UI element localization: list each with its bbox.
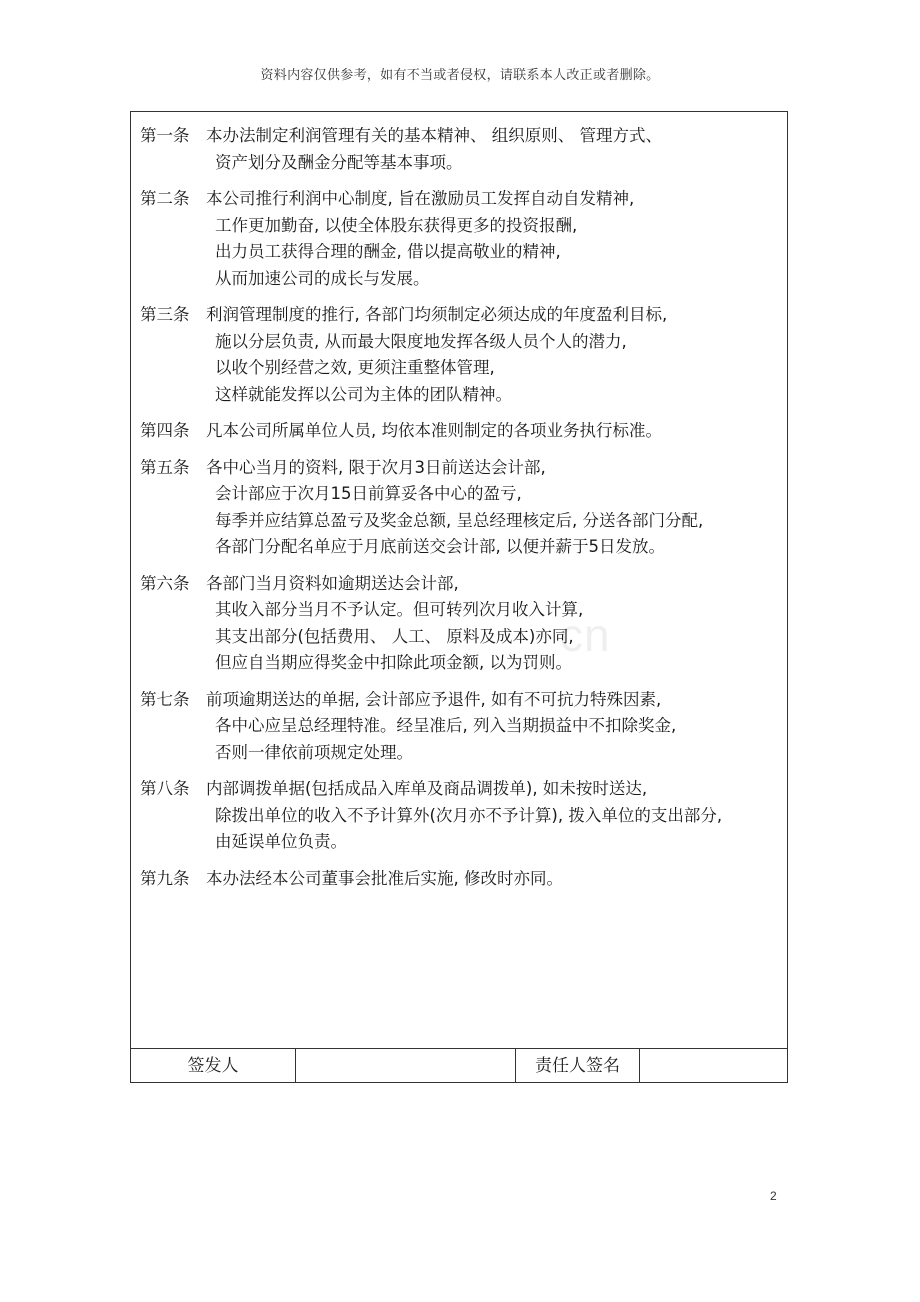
article-first-line xyxy=(140,866,787,893)
watermark: cn xyxy=(560,609,611,661)
responsible-person-signature-field[interactable] xyxy=(640,1049,787,1083)
article-number: 第五条 xyxy=(140,457,190,477)
article-continuation-line: 从而加速公司的成长与发展。 xyxy=(215,268,430,288)
articles-section xyxy=(131,112,787,1048)
article-first-line xyxy=(140,455,787,482)
article-number: 第七条 xyxy=(140,689,190,709)
article-text: 各部门当月资料如逾期送达会计部, xyxy=(206,573,459,593)
article-text: 凡本公司所属单位人员, 均依本准则制定的各项业务执行标准。 xyxy=(206,421,662,440)
responsible-person-label: 责任人签名 xyxy=(516,1049,640,1083)
article-first-line xyxy=(140,302,787,329)
article-continuation-line: 会计部应于次月15日前算妥各中心的盈亏, xyxy=(215,484,522,503)
article-continuation-line: 其收入部分当月不予认定。但可转列次月收入计算, xyxy=(215,600,584,619)
article-9 xyxy=(140,866,787,893)
article-7 xyxy=(140,687,787,767)
article-first-line xyxy=(140,687,787,714)
article-text: 内部调拨单据(包括成品入库单及商品调拨单), 如未按时送达, xyxy=(206,779,648,798)
article-continuation-line: 除拨出单位的收入不予计算外(次月亦不予计算), 拨入单位的支出部分, xyxy=(215,805,723,825)
article-number: 第八条 xyxy=(140,779,190,798)
article-continuation-line: 但应自当期应得奖金中扣除此项金额, 以为罚则。 xyxy=(215,653,572,672)
article-continuation-line: 各部门分配名单应于月底前送交会计部, 以便并薪于5日发放。 xyxy=(215,537,665,556)
article-text: 本办法制定利润管理有关的基本精神、 组织原则、 管理方式、 xyxy=(206,126,662,145)
article-2 xyxy=(140,186,787,292)
article-continuation-line: 工作更加勤奋, 以使全体股东获得更多的投资报酬, xyxy=(215,215,578,235)
article-continuation-line: 出力员工获得合理的酬金, 借以提高敬业的精神, xyxy=(215,242,561,261)
article-first-line xyxy=(140,123,787,150)
article-number: 第三条 xyxy=(140,305,190,324)
article-first-line xyxy=(140,571,787,598)
article-text: 前项逾期送达的单据, 会计部应予退件, 如有不可抗力特殊因素, xyxy=(206,689,662,709)
article-continuation-line: 以收个别经营之效, 更须注重整体管理, xyxy=(215,358,495,377)
article-text: 各中心当月的资料, 限于次月3日前送达会计部, xyxy=(206,457,546,477)
article-continuation-line: 施以分层负责, 从而最大限度地发挥各级人员个人的潜力, xyxy=(215,331,627,351)
article-first-line xyxy=(140,776,787,803)
issuer-signature-field[interactable] xyxy=(296,1049,516,1083)
article-1 xyxy=(140,123,787,176)
article-continuation-line: 每季并应结算总盈亏及奖金总额, 呈总经理核定后, 分送各部门分配, xyxy=(215,510,704,530)
article-4 xyxy=(140,418,787,445)
article-5 xyxy=(140,455,787,561)
article-number: 第九条 xyxy=(140,868,190,888)
article-number: 第一条 xyxy=(140,126,190,145)
page-number: 2 xyxy=(770,1189,777,1203)
article-8 xyxy=(140,776,787,856)
article-number: 第二条 xyxy=(140,189,190,208)
article-3 xyxy=(140,302,787,408)
article-text: 本办法经本公司董事会批准后实施, 修改时亦同。 xyxy=(206,868,563,888)
document-frame xyxy=(130,111,788,1083)
article-number: 第六条 xyxy=(140,573,190,593)
article-6 xyxy=(140,571,787,677)
article-first-line xyxy=(140,186,787,213)
signature-row xyxy=(131,1048,787,1083)
article-continuation-line: 其支出部分(包括费用、 人工、 原料及成本)亦同, xyxy=(215,626,574,646)
article-continuation-line: 否则一律依前项规定处理。 xyxy=(215,742,413,762)
header-disclaimer: 资料内容仅供参考，如有不当或者侵权，请联系本人改正或者删除。 xyxy=(260,68,660,83)
article-number: 第四条 xyxy=(140,421,190,440)
article-text: 本公司推行利润中心制度, 旨在激励员工发挥自动自发精神, xyxy=(206,189,635,208)
issuer-label: 签发人 xyxy=(131,1049,296,1083)
article-first-line xyxy=(140,418,787,445)
article-text: 利润管理制度的推行, 各部门均须制定必须达成的年度盈利目标, xyxy=(206,305,668,324)
article-continuation-line: 由延误单位负责。 xyxy=(215,832,347,851)
article-continuation-line: 资产划分及酬金分配等基本事项。 xyxy=(215,152,463,172)
article-continuation-line: 各中心应呈总经理特准。经呈准后, 列入当期损益中不扣除奖金, xyxy=(215,716,677,735)
article-continuation-line: 这样就能发挥以公司为主体的团队精神。 xyxy=(215,384,512,404)
